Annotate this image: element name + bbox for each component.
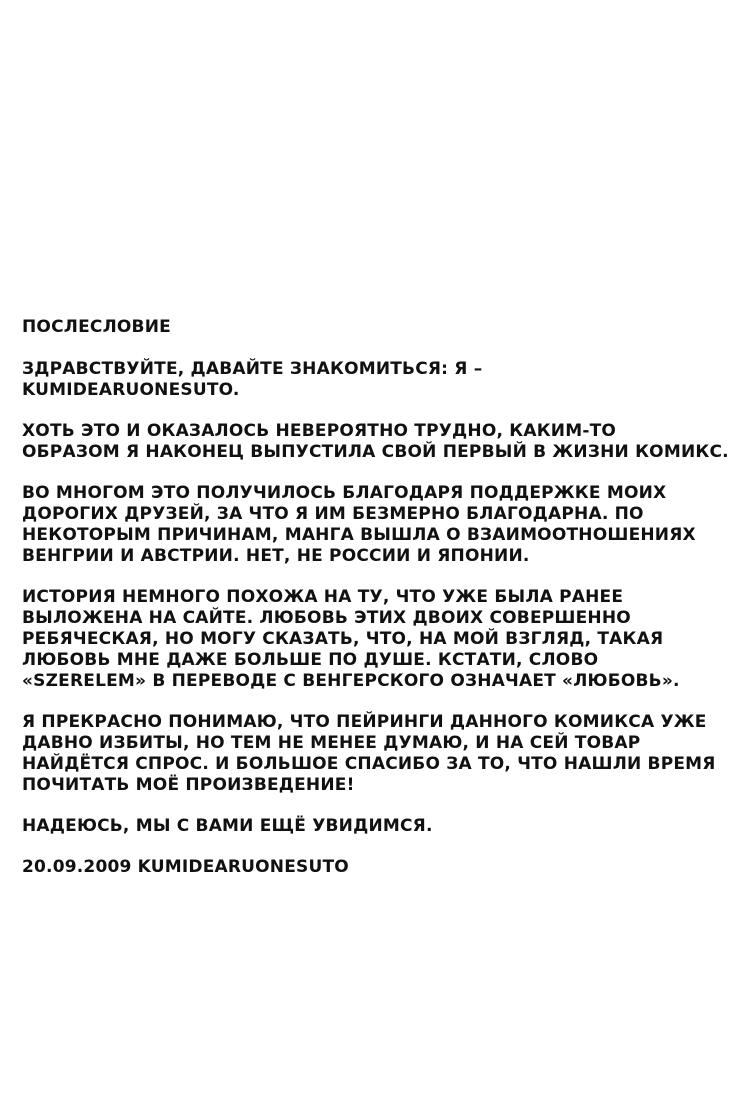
text-line: ВЕНГРИИ И АВСТРИИ. НЕТ, НЕ РОССИИ И ЯПОНИИ. <box>22 546 530 566</box>
text-line: ДОРОГИХ ДРУЗЕЙ, ЗА ЧТО Я ИМ БЕЗМЕРНО БЛАГОДАРНА. ПО <box>22 504 644 524</box>
signature-date-line <box>22 857 722 878</box>
text-line: НАЙДЁТСЯ СПРОС. И БОЛЬШОЕ СПАСИБО ЗА ТО, ЧТО НАШЛИ ВРЕМЯ <box>22 754 716 774</box>
greeting-paragraph <box>22 359 722 401</box>
text-line: ВЫЛОЖЕНА НА САЙТЕ. ЛЮБОВЬ ЭТИХ ДВОИХ СОВЕРШЕННО <box>22 608 631 628</box>
text-line: ОБРАЗОМ Я НАКОНЕЦ ВЫПУСТИЛА СВОЙ ПЕРВЫЙ В ЖИЗНИ КОМИКС. <box>22 442 729 462</box>
text-line: KUMIDEARUONESUTO. <box>22 380 240 400</box>
thanks-friends-paragraph <box>22 483 722 567</box>
text-line: «SZERELEM» В ПЕРЕВОДЕ С ВЕНГЕРСКОГО ОЗНАЧАЕТ «ЛЮБОВЬ». <box>22 671 680 691</box>
farewell-paragraph <box>22 816 722 837</box>
afterword-title-text: ПОСЛЕСЛОВИЕ <box>22 317 171 337</box>
first-comic-paragraph <box>22 421 729 463</box>
text-line: ЛЮБОВЬ МНЕ ДАЖЕ БОЛЬШЕ ПО ДУШЕ. КСТАТИ, СЛОВО <box>22 650 599 670</box>
text-line: Я ПРЕКРАСНО ПОНИМАЮ, ЧТО ПЕЙРИНГИ ДАННОГО КОМИКСА УЖЕ <box>22 712 707 732</box>
text-line: ДАВНО ИЗБИТЫ, НО ТЕМ НЕ МЕНЕЕ ДУМАЮ, И НА СЕЙ ТОВАР <box>22 733 641 753</box>
text-line: ХОТЬ ЭТО И ОКАЗАЛОСЬ НЕВЕРОЯТНО ТРУДНО, КАКИМ-ТО <box>22 421 617 441</box>
text-line: НЕКОТОРЫМ ПРИЧИНАМ, МАНГА ВЫШЛА О ВЗАИМООТНОШЕНИЯХ <box>22 525 696 545</box>
text-line: РЕБЯЧЕСКАЯ, НО МОГУ СКАЗАТЬ, ЧТО, НА МОЙ ВЗГЛЯД, ТАКАЯ <box>22 629 664 649</box>
text-line: ПОЧИТАТЬ МОЁ ПРОИЗВЕДЕНИЕ! <box>22 775 355 795</box>
pairings-paragraph <box>22 712 722 796</box>
text-line: ИСТОРИЯ НЕМНОГО ПОХОЖА НА ТУ, ЧТО УЖЕ БЫЛА РАНЕЕ <box>22 587 624 607</box>
story-paragraph <box>22 587 722 692</box>
text-line: 20.09.2009 KUMIDEARUONESUTO <box>22 857 349 877</box>
afterword-text-block <box>22 317 729 898</box>
text-line: НАДЕЮСЬ, МЫ С ВАМИ ЕЩЁ УВИДИМСЯ. <box>22 816 433 836</box>
text-line: ВО МНОГОМ ЭТО ПОЛУЧИЛОСЬ БЛАГОДАРЯ ПОДДЕРЖКЕ МОИХ <box>22 483 667 503</box>
text-line: ЗДРАВСТВУЙТЕ, ДАВАЙТЕ ЗНАКОМИТЬСЯ: Я – <box>22 359 483 379</box>
afterword-title <box>22 317 722 338</box>
